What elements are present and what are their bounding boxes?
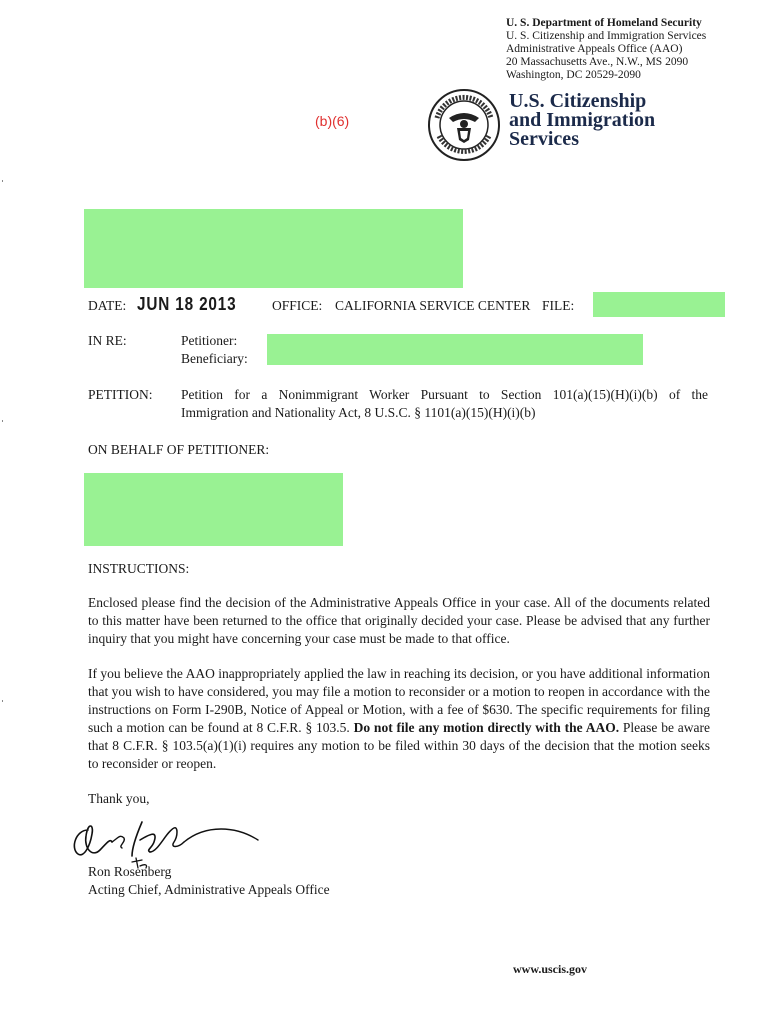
scan-artifact	[2, 180, 3, 182]
petition-label: PETITION:	[88, 387, 153, 402]
paragraph-motion-instructions	[88, 665, 710, 773]
motion-text-part-1: If you believe the AAO inappropriately applied the law in reaching its decision, or you have additional information that you wish to have considered, you may file a motion to reconsider or a motion to reopen in accordance with the instructions on Form I-290B, Notice of Appeal or Motion, with a fee of $630. The specific requirements for filing such a motion can be found at 8 C.F.R. § 103.5.	[88, 666, 710, 735]
redaction-exemption-code: (b)(6)	[315, 113, 350, 129]
scan-artifact	[2, 420, 3, 422]
letterhead-line-street: 20 Massachusetts Ave., N.W., MS 2090	[506, 56, 689, 68]
instructions-label: INSTRUCTIONS:	[88, 561, 190, 576]
agency-name-line-3: Services	[509, 128, 579, 150]
redacted-party-names	[267, 334, 643, 365]
signatory-title: Acting Chief, Administrative Appeals Office	[88, 882, 330, 897]
motion-warning-bold: Do not file any motion directly with the AAO.	[353, 720, 620, 735]
date-stamp: JUN 18 2013	[137, 294, 237, 314]
redacted-representative-block	[84, 473, 343, 546]
office-label: OFFICE:	[272, 298, 323, 313]
office-value: CALIFORNIA SERVICE CENTER	[335, 298, 531, 313]
letterhead-line-office: Administrative Appeals Office (AAO)	[506, 43, 683, 55]
petition-text-line-2: Immigration and Nationality Act, 8 U.S.C. § 1101(a)(15)(H)(i)(b)	[181, 405, 536, 420]
agency-name-line-2: and Immigration	[509, 109, 656, 131]
agency-name	[509, 92, 655, 149]
in-re-label: IN RE:	[88, 333, 127, 348]
footer-url: www.uscis.gov	[513, 962, 588, 976]
agency-name-line-1: U.S. Citizenship	[509, 90, 647, 112]
petition-text-line-1: Petition for a Nonimmigrant Worker Pursuant to Section 101(a)(15)(H)(i)(b) of the	[181, 387, 708, 402]
beneficiary-label: Beneficiary:	[181, 351, 248, 366]
file-label: FILE:	[542, 298, 575, 313]
letterhead-line-city: Washington, DC 20529-2090	[506, 69, 641, 81]
letterhead-address	[506, 17, 706, 82]
on-behalf-label: ON BEHALF OF PETITIONER:	[88, 442, 270, 457]
petitioner-label: Petitioner:	[181, 333, 238, 348]
motion-text-part-2: Please be aware that 8 C.F.R. § 103.5(a)(1)(i) requires any motion to be filed within 30 days of the decision that the motion seeks to reconsider or reopen.	[88, 720, 711, 771]
redacted-addressee-block	[84, 209, 463, 288]
letterhead-line-agency: U. S. Citizenship and Immigration Services	[506, 30, 707, 42]
paragraph-documents-returned: Enclosed please find the decision of the Administrative Appeals Office in your case. All of the documents related to this matter have been returned to the office that originally decided your case. Please be advised that any further inquiry that you might have concerning your case must be made to that office.	[88, 595, 710, 646]
letterhead-line-department: U. S. Department of Homeland Security	[506, 17, 702, 29]
closing-salutation: Thank you,	[88, 791, 150, 806]
scan-artifact	[2, 700, 3, 702]
date-label: DATE:	[88, 298, 127, 313]
dhs-seal-icon	[427, 88, 501, 162]
signatory-name: Ron Rosenberg	[88, 864, 172, 879]
redacted-file-number	[593, 292, 725, 317]
